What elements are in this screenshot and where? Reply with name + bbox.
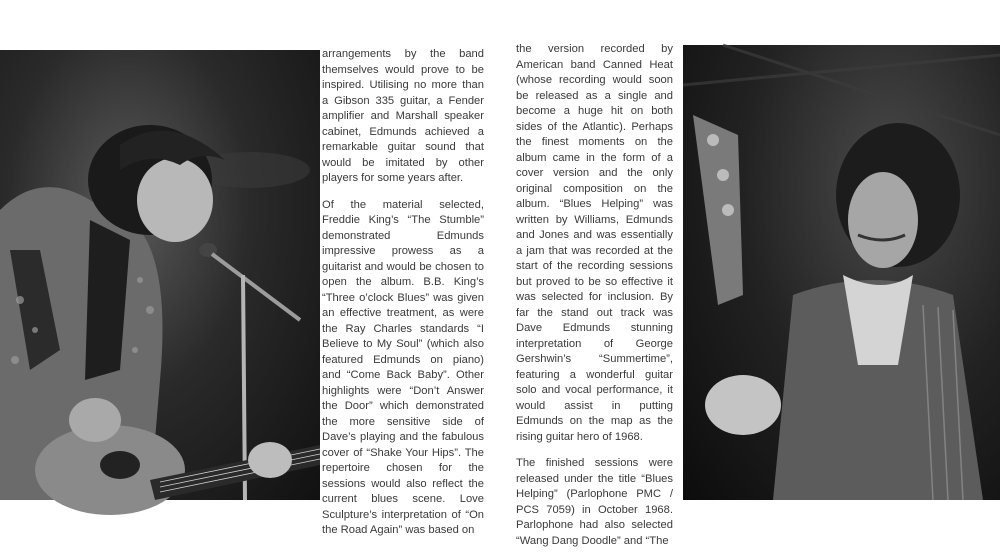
- article-paragraph: The finished sessions were released under the title “Blues Helping” (Parlophone PMC / PCS 7059) in October 1968. Parlophone had also selected “Wang Dang Doodle” and “The: [516, 457, 673, 547]
- article-column-right: [516, 42, 673, 560]
- article-column-middle: [322, 47, 484, 550]
- guitarist-singing-illustration: [0, 50, 320, 500]
- article-paragraph: arrangements by the band themselves would prove to be inspired. Utilising no more than a Gibson 335 guitar, a Fender amplifier and Marshall speaker cabinet, Edmunds achieved a remarkable guitar sound that would be imitated by other players for some years after.: [322, 48, 484, 184]
- guitarist-singing-photo: [0, 50, 320, 500]
- header-band: [0, 0, 1000, 44]
- article-paragraph: the version recorded by American band Canned Heat (whose recording would soon be released as a single and become a huge hit on both sides of the Atlantic). Perhaps the finest moments on the album came in the form of a cover version and the only original composition on the album. “Blues Helping” was written by Williams, Edmunds and Jones and was essentially a jam that was recorded at the start of the recording sessions but proved to be so effective it was selected for inclusion. By far the stand out track was Dave Edmunds stunning interpretation of George Gershwin’s “Summertime”, featuring a wonderful guitar solo and vocal performance, it would assist in putting Edmunds on the map as the rising guitar hero of 1968.: [516, 43, 673, 443]
- bassist-illustration: [683, 45, 1000, 500]
- bassist-photo: [683, 45, 1000, 500]
- article-paragraph: Of the material selected, Freddie King’s “The Stumble” demonstrated Edmunds impressive prowess as a guitarist and would be chosen to open the album. B.B. King’s “Three o’clock Blues” was given an effective treatment, as were the Ray Charles standards “I Believe to My Soul” (which also featured Edmunds on piano) and “Come Back Baby”. Other highlights were “Don’t Answer the Door” which demonstrated the more sensitive side of Dave’s playing and the fabulous cover of “Shake Your Hips”. The repertoire chosen for the sessions would also reflect the current blues scene. Love Sculpture’s interpretation of “On the Road Again” was based on: [322, 198, 484, 536]
